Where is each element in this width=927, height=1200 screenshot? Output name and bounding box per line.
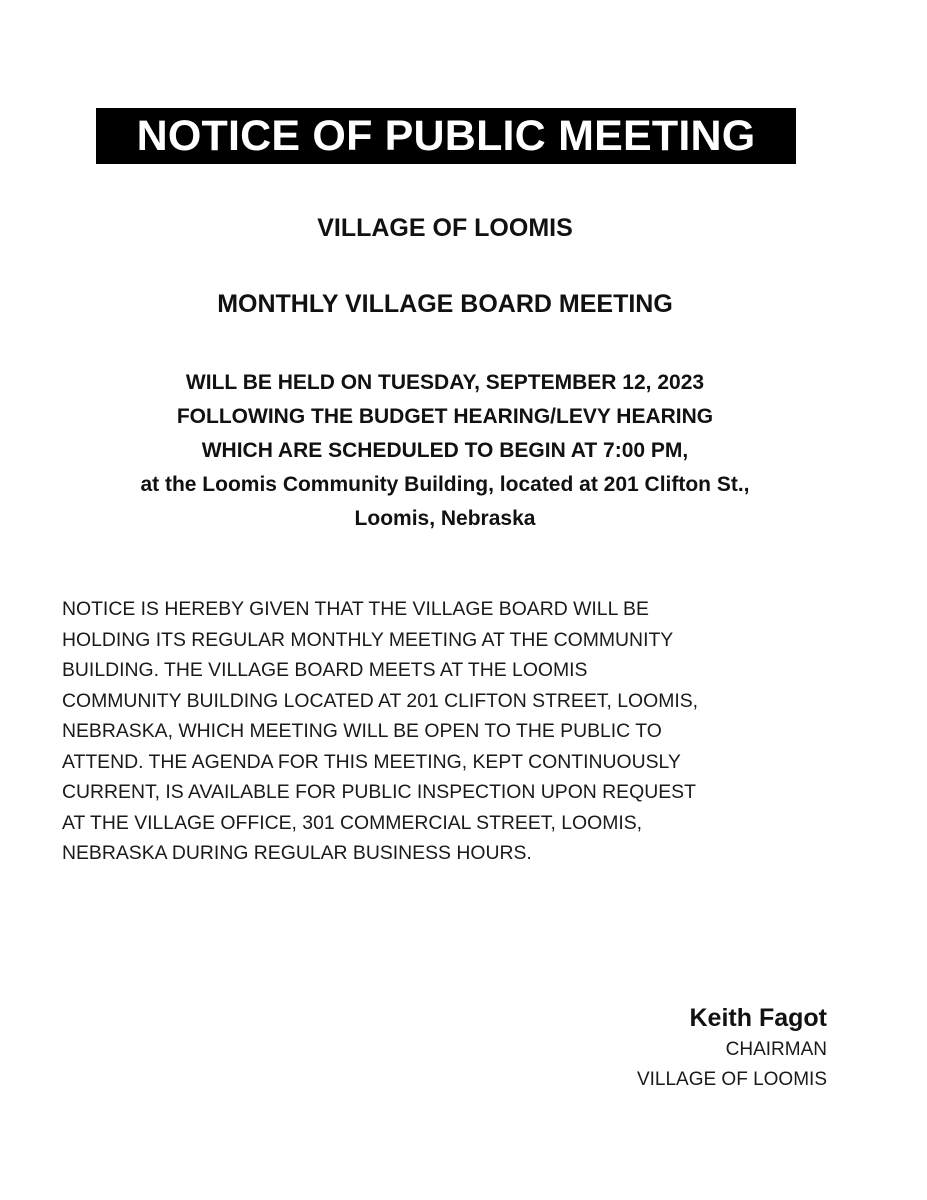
signatory-role: CHAIRMAN bbox=[725, 1039, 827, 1060]
meeting-type-heading: MONTHLY VILLAGE BOARD MEETING bbox=[217, 290, 673, 318]
body-line: BUILDING. THE VILLAGE BOARD MEETS AT THE LOOMIS bbox=[62, 659, 588, 681]
meeting-schedule bbox=[0, 366, 890, 536]
body-line: NEBRASKA, WHICH MEETING WILL BE OPEN TO THE PUBLIC TO bbox=[62, 720, 662, 742]
body-line: ATTEND. THE AGENDA FOR THIS MEETING, KEPT CONTINUOUSLY bbox=[62, 750, 681, 773]
schedule-line: WHICH ARE SCHEDULED TO BEGIN AT 7:00 PM, bbox=[201, 439, 689, 462]
body-line: COMMUNITY BUILDING LOCATED AT 201 CLIFTON STREET, LOOMIS, bbox=[62, 689, 699, 712]
body-line: AT THE VILLAGE OFFICE, 301 COMMERCIAL STREET, LOOMIS, bbox=[62, 811, 643, 834]
village-heading: VILLAGE OF LOOMIS bbox=[317, 214, 573, 242]
signature-block bbox=[637, 1001, 827, 1095]
notice-title: NOTICE OF PUBLIC MEETING bbox=[96, 108, 796, 164]
body-line: NEBRASKA DURING REGULAR BUSINESS HOURS. bbox=[62, 842, 532, 864]
schedule-line: FOLLOWING THE BUDGET HEARING/LEVY HEARING bbox=[176, 405, 714, 428]
schedule-line: at the Loomis Community Building, located at 201 Clifton St., bbox=[140, 473, 750, 496]
schedule-line: Loomis, Nebraska bbox=[354, 507, 536, 530]
signatory-organization: VILLAGE OF LOOMIS bbox=[636, 1069, 827, 1090]
signatory-name: Keith Fagot bbox=[689, 1004, 827, 1032]
body-line: HOLDING ITS REGULAR MONTHLY MEETING AT THE COMMUNITY bbox=[62, 628, 674, 651]
schedule-line: WILL BE HELD ON TUESDAY, SEPTEMBER 12, 2023 bbox=[185, 371, 705, 394]
body-line: CURRENT, IS AVAILABLE FOR PUBLIC INSPECTION UPON REQUEST bbox=[62, 781, 696, 803]
notice-body bbox=[62, 594, 852, 869]
body-line: NOTICE IS HEREBY GIVEN THAT THE VILLAGE BOARD WILL BE bbox=[62, 598, 649, 620]
